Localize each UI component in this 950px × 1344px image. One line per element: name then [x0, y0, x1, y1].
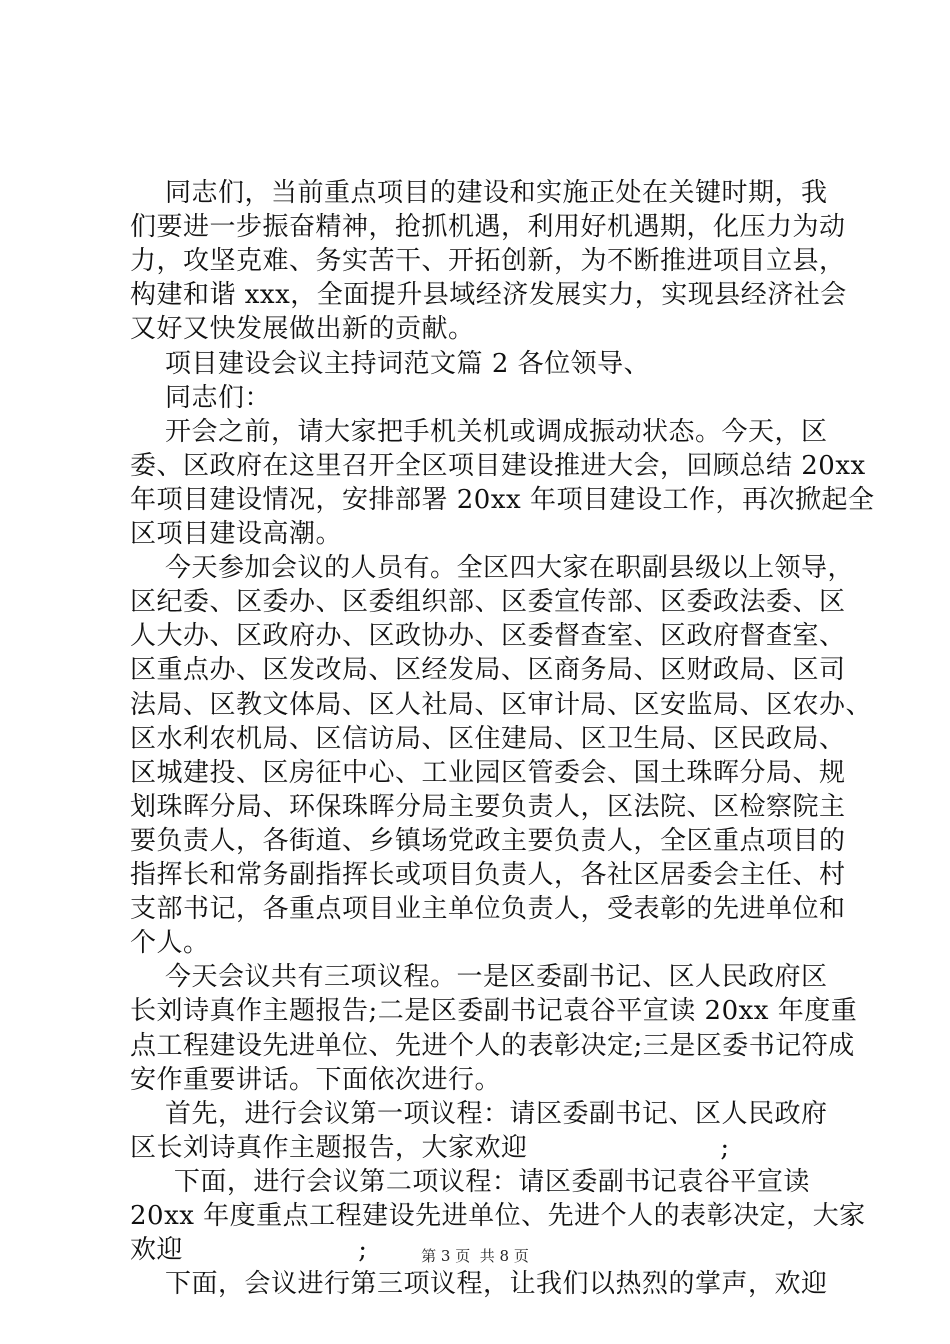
- text-line: 区纪委、区委办、区委组织部、区委宣传部、区委政法委、区: [130, 587, 846, 618]
- text-line: 划珠晖分局、环保珠晖分局主要负责人，区法院、区检察院主: [130, 791, 846, 822]
- text-line: 下面，进行会议第二项议程：请区委副书记袁谷平宣读: [130, 1166, 810, 1197]
- text-line: 个人。: [130, 928, 210, 959]
- text-line: 区长刘诗真作主题报告，大家欢迎 ;: [130, 1132, 730, 1163]
- text-line: 欢迎 ;: [130, 1235, 368, 1266]
- text-line: 指挥长和常务副指挥长或项目负责人，各社区居委会主任、村: [130, 860, 846, 890]
- text-line: 又好又快发展做出新的贡献。: [130, 314, 475, 345]
- text-line: 点工程建设先进单位、先进个人的表彰决定;三是区委书记符成: [130, 1030, 855, 1061]
- text-line: 力，攻坚克难、务实苦干、开拓创新，为不断推进项目立县，: [130, 246, 846, 277]
- text-line: 长刘诗真作主题报告;二是区委副书记袁谷平宣读 20xx 年度重: [130, 996, 858, 1027]
- text-line: 同志们，当前重点项目的建设和实施正处在关键时期，我: [130, 178, 828, 208]
- text-line: 项目建设会议主持词范文篇 2 各位领导、: [130, 348, 651, 379]
- text-line: 同志们：: [130, 382, 272, 413]
- text-line: 法局、区教文体局、区人社局、区审计局、区安监局、区农办、: [130, 689, 873, 720]
- text-line: 20xx 年度重点工程建设先进单位、先进个人的表彰决定，大家: [130, 1201, 866, 1231]
- text-line: 今天参加会议的人员有。全区四大家在职副县级以上领导，: [130, 553, 855, 584]
- text-line: 区重点办、区发改局、区经发局、区商务局、区财政局、区司: [130, 655, 846, 686]
- text-line: 要负责人，各街道、乡镇场党政主要负责人，全区重点项目的: [130, 825, 846, 856]
- page-footer: 第 3 页 共 8 页: [421, 1247, 529, 1265]
- text-line: 委、区政府在这里召开全区项目建设推进大会，回顾总结 20xx: [130, 450, 866, 481]
- text-line: 人大办、区政府办、区政协办、区委督查室、区政府督查室、: [130, 621, 846, 652]
- text-line: 下面，会议进行第三项议程，让我们以热烈的掌声，欢迎: [130, 1269, 828, 1300]
- text-line: 们要进一步振奋精神，抢抓机遇，利用好机遇期，化压力为动: [130, 212, 846, 243]
- text-line: 构建和谐 xxx，全面提升县域经济发展实力，实现县经济社会: [130, 280, 847, 311]
- text-line: 区城建投、区房征中心、工业园区管委会、国土珠晖分局、规: [130, 757, 846, 788]
- text-line: 安作重要讲话。下面依次进行。: [130, 1064, 502, 1095]
- text-line: 区水利农机局、区信访局、区住建局、区卫生局、区民政局、: [130, 723, 846, 754]
- text-line: 区项目建设高潮。: [130, 519, 343, 549]
- text-line: 今天会议共有三项议程。一是区委副书记、区人民政府区: [130, 962, 828, 993]
- text-line: 首先，进行会议第一项议程：请区委副书记、区人民政府: [130, 1098, 828, 1129]
- text-line: 年项目建设情况，安排部署 20xx 年项目建设工作，再次掀起全: [130, 484, 875, 515]
- text-line: 开会之前，请大家把手机关机或调成振动状态。今天，区: [130, 416, 828, 447]
- text-line: 支部书记，各重点项目业主单位负责人，受表彰的先进单位和: [130, 894, 846, 925]
